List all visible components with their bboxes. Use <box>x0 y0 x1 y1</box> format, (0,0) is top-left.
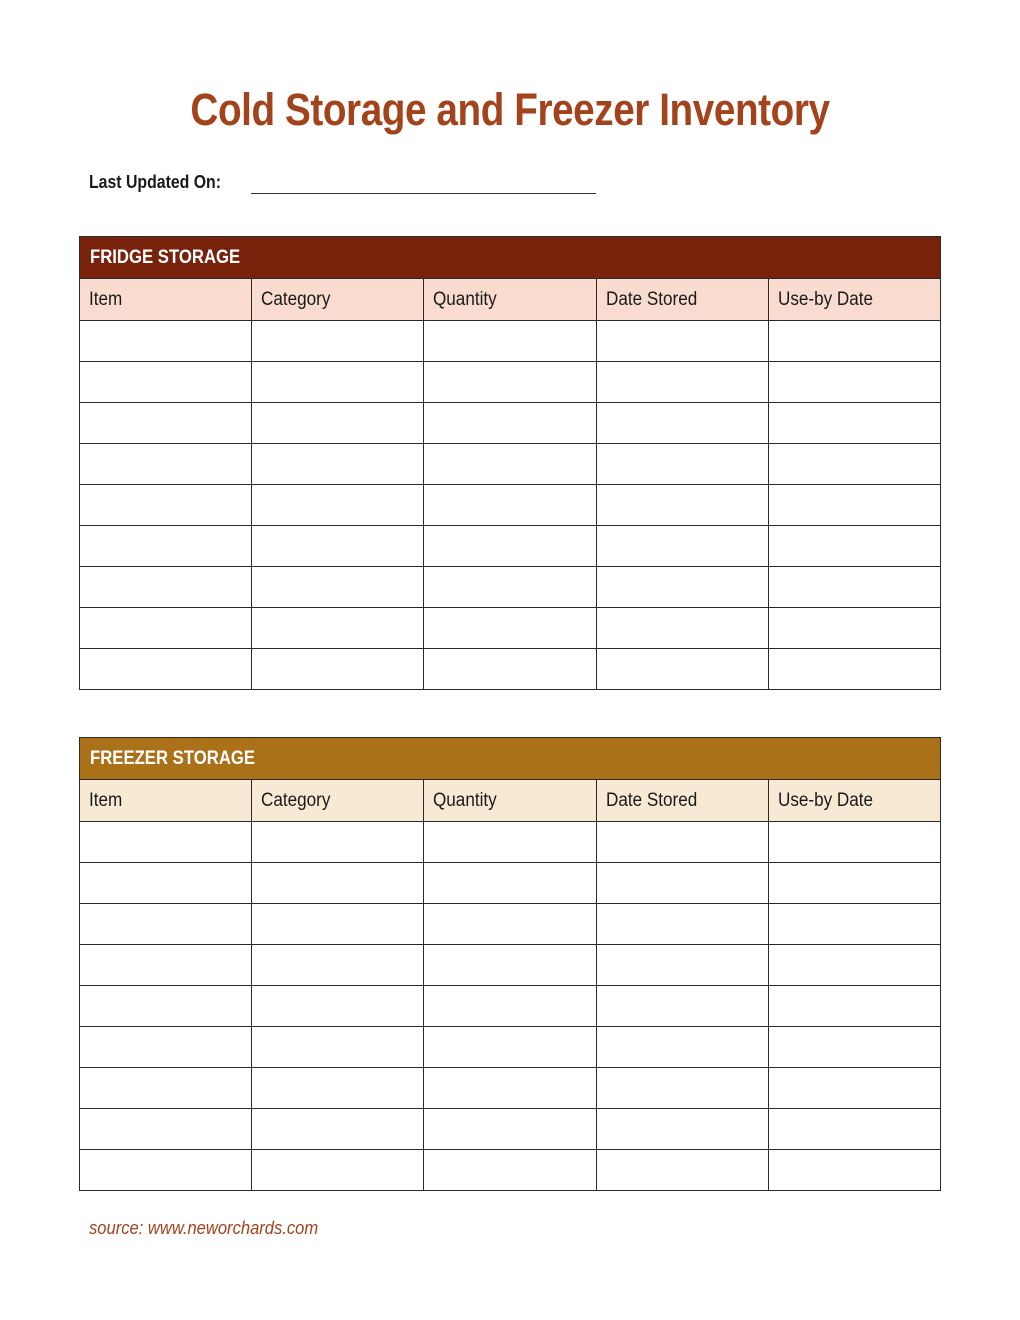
cell-item[interactable] <box>80 904 252 945</box>
freezer-rows <box>80 822 941 1191</box>
cell-use-by-date[interactable] <box>768 362 940 403</box>
cell-date-stored[interactable] <box>596 526 768 567</box>
cell-item[interactable] <box>80 1109 252 1150</box>
cell-date-stored[interactable] <box>596 403 768 444</box>
cell-date-stored[interactable] <box>596 485 768 526</box>
cell-item[interactable] <box>80 1027 252 1068</box>
fridge-rows <box>80 321 941 690</box>
table-row <box>80 567 941 608</box>
table-row <box>80 863 941 904</box>
cell-category[interactable] <box>252 567 424 608</box>
cell-item[interactable] <box>80 321 252 362</box>
table-row <box>80 1027 941 1068</box>
cell-date-stored[interactable] <box>596 1027 768 1068</box>
cell-date-stored[interactable] <box>596 863 768 904</box>
cell-use-by-date[interactable] <box>768 485 940 526</box>
cell-quantity[interactable] <box>424 1027 596 1068</box>
table-row <box>80 945 941 986</box>
column-header-item: Item <box>80 279 252 321</box>
cell-use-by-date[interactable] <box>768 649 940 690</box>
column-header-date-stored: Date Stored <box>596 780 768 822</box>
freezer-storage-heading: FREEZER STORAGE <box>80 738 941 780</box>
freezer-storage-table <box>79 737 941 1191</box>
column-header-quantity: Quantity <box>424 780 596 822</box>
cell-quantity[interactable] <box>424 608 596 649</box>
table-row <box>80 526 941 567</box>
cell-quantity[interactable] <box>424 403 596 444</box>
cell-use-by-date[interactable] <box>768 608 940 649</box>
cell-use-by-date[interactable] <box>768 567 940 608</box>
cell-category[interactable] <box>252 403 424 444</box>
cell-category[interactable] <box>252 1027 424 1068</box>
cell-use-by-date[interactable] <box>768 986 940 1027</box>
cell-quantity[interactable] <box>424 485 596 526</box>
cell-use-by-date[interactable] <box>768 904 940 945</box>
cell-use-by-date[interactable] <box>768 444 940 485</box>
cell-item[interactable] <box>80 986 252 1027</box>
cell-date-stored[interactable] <box>596 321 768 362</box>
table-row <box>80 321 941 362</box>
cell-date-stored[interactable] <box>596 945 768 986</box>
cell-date-stored[interactable] <box>596 649 768 690</box>
table-row <box>80 1150 941 1191</box>
cell-category[interactable] <box>252 863 424 904</box>
last-updated-field[interactable] <box>251 193 596 194</box>
cell-quantity[interactable] <box>424 863 596 904</box>
cell-item[interactable] <box>80 362 252 403</box>
column-header-item: Item <box>80 780 252 822</box>
source-credit: source: www.neworchards.com <box>89 1218 319 1238</box>
column-header-category: Category <box>252 780 424 822</box>
cell-date-stored[interactable] <box>596 986 768 1027</box>
table-row <box>80 986 941 1027</box>
cell-use-by-date[interactable] <box>768 1068 940 1109</box>
cell-use-by-date[interactable] <box>768 321 940 362</box>
table-row <box>80 822 941 863</box>
cell-category[interactable] <box>252 1109 424 1150</box>
table-row <box>80 403 941 444</box>
cell-item[interactable] <box>80 444 252 485</box>
table-row <box>80 904 941 945</box>
cell-use-by-date[interactable] <box>768 945 940 986</box>
cell-category[interactable] <box>252 1150 424 1191</box>
table-row <box>80 1109 941 1150</box>
cell-item[interactable] <box>80 567 252 608</box>
cell-date-stored[interactable] <box>596 362 768 403</box>
cell-quantity[interactable] <box>424 1109 596 1150</box>
column-header-use-by-date: Use-by Date <box>768 780 940 822</box>
cell-use-by-date[interactable] <box>768 1109 940 1150</box>
cell-use-by-date[interactable] <box>768 1150 940 1191</box>
cell-quantity[interactable] <box>424 904 596 945</box>
cell-item[interactable] <box>80 863 252 904</box>
cell-category[interactable] <box>252 526 424 567</box>
cell-category[interactable] <box>252 904 424 945</box>
cell-item[interactable] <box>80 526 252 567</box>
cell-date-stored[interactable] <box>596 822 768 863</box>
fridge-column-header-row <box>80 279 941 321</box>
last-updated-label: Last Updated On: <box>89 172 222 192</box>
cell-item[interactable] <box>80 649 252 690</box>
cell-category[interactable] <box>252 608 424 649</box>
cell-quantity[interactable] <box>424 362 596 403</box>
table-row <box>80 1068 941 1109</box>
cell-category[interactable] <box>252 444 424 485</box>
page-title: Cold Storage and Freezer Inventory <box>190 84 830 135</box>
table-row <box>80 649 941 690</box>
cell-use-by-date[interactable] <box>768 403 940 444</box>
cell-quantity[interactable] <box>424 986 596 1027</box>
cell-use-by-date[interactable] <box>768 526 940 567</box>
table-row <box>80 362 941 403</box>
fridge-storage-table <box>79 236 941 690</box>
cell-quantity[interactable] <box>424 526 596 567</box>
table-row <box>80 608 941 649</box>
cell-date-stored[interactable] <box>596 567 768 608</box>
cell-item[interactable] <box>80 403 252 444</box>
cell-category[interactable] <box>252 945 424 986</box>
cell-date-stored[interactable] <box>596 608 768 649</box>
cell-use-by-date[interactable] <box>768 822 940 863</box>
cell-date-stored[interactable] <box>596 1150 768 1191</box>
cell-category[interactable] <box>252 986 424 1027</box>
cell-quantity[interactable] <box>424 822 596 863</box>
cell-item[interactable] <box>80 822 252 863</box>
column-header-date-stored: Date Stored <box>596 279 768 321</box>
cell-item[interactable] <box>80 1150 252 1191</box>
cell-use-by-date[interactable] <box>768 863 940 904</box>
cell-item[interactable] <box>80 945 252 986</box>
cell-category[interactable] <box>252 321 424 362</box>
column-header-use-by-date: Use-by Date <box>768 279 940 321</box>
cell-quantity[interactable] <box>424 945 596 986</box>
cell-category[interactable] <box>252 822 424 863</box>
cell-quantity[interactable] <box>424 567 596 608</box>
table-row <box>80 444 941 485</box>
fridge-storage-heading: FRIDGE STORAGE <box>80 237 941 279</box>
column-header-quantity: Quantity <box>424 279 596 321</box>
cell-date-stored[interactable] <box>596 1068 768 1109</box>
cell-quantity[interactable] <box>424 1068 596 1109</box>
cell-quantity[interactable] <box>424 649 596 690</box>
column-header-category: Category <box>252 279 424 321</box>
cell-quantity[interactable] <box>424 444 596 485</box>
cell-category[interactable] <box>252 485 424 526</box>
cell-item[interactable] <box>80 608 252 649</box>
cell-use-by-date[interactable] <box>768 1027 940 1068</box>
cell-category[interactable] <box>252 649 424 690</box>
cell-date-stored[interactable] <box>596 1109 768 1150</box>
cell-category[interactable] <box>252 1068 424 1109</box>
cell-item[interactable] <box>80 1068 252 1109</box>
table-row <box>80 485 941 526</box>
cell-item[interactable] <box>80 485 252 526</box>
cell-quantity[interactable] <box>424 321 596 362</box>
cell-category[interactable] <box>252 362 424 403</box>
cell-date-stored[interactable] <box>596 904 768 945</box>
freezer-column-header-row <box>80 780 941 822</box>
cell-quantity[interactable] <box>424 1150 596 1191</box>
cell-date-stored[interactable] <box>596 444 768 485</box>
